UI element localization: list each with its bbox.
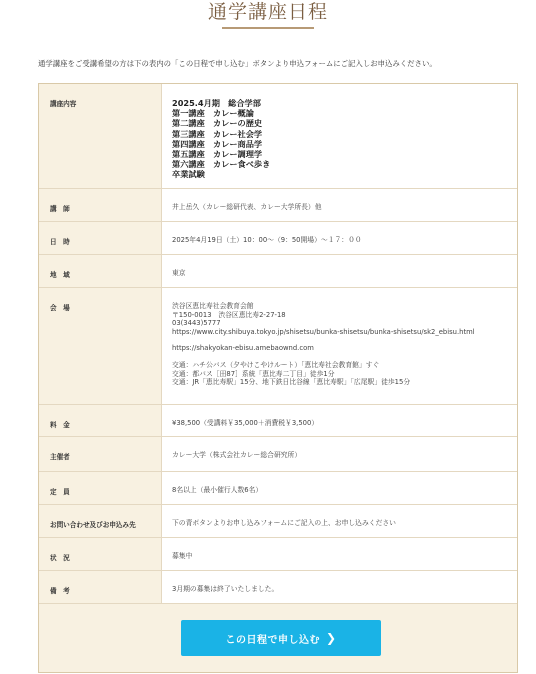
venue-phone: 03(3443)5777 xyxy=(172,319,221,328)
region-value: 東京 xyxy=(172,269,186,277)
row-label-lecturer: 講 師 xyxy=(39,189,162,221)
course-line: 第一講座 カレー概論 xyxy=(172,108,254,119)
table-row-course xyxy=(39,84,517,189)
fee-value: ¥38,500（受講料￥35,000＋消費税￥3,500） xyxy=(172,419,319,427)
venue-url-link[interactable]: https://shakyokan-ebisu.amebaownd.com xyxy=(172,344,314,353)
course-line: 第四講座 カレー商品学 xyxy=(172,138,263,149)
table-row-venue xyxy=(39,288,517,405)
row-label-organizer: 主催者 xyxy=(39,437,162,471)
table-row-lecturer xyxy=(39,189,517,222)
inquiry-value: 下の青ボタンよりお申し込みフォームにご記入の上、お申し込みください xyxy=(172,519,396,527)
venue-name: 渋谷区恵比寿社会教育会館 xyxy=(172,302,254,310)
datetime-value: 2025年4月19日（土）10：00～（9：50開場）～１７：００ xyxy=(172,236,362,244)
row-label-course: 講座内容 xyxy=(39,84,162,188)
page-title: 通学講座日程 xyxy=(207,1,328,23)
row-label-region: 地 域 xyxy=(39,255,162,287)
spacer xyxy=(172,353,517,361)
course-line: 卒業試験 xyxy=(172,169,205,180)
row-label-status: 状 況 xyxy=(39,538,162,570)
title-underline xyxy=(222,27,314,29)
table-row-notes xyxy=(39,571,517,604)
course-list xyxy=(162,84,517,188)
venue-details xyxy=(162,288,517,404)
table-row-region xyxy=(39,255,517,288)
table-row-fee xyxy=(39,405,517,437)
apply-button-label: この日程で申し込む xyxy=(225,634,320,646)
table-row-capacity xyxy=(39,472,517,505)
row-label-datetime: 日 時 xyxy=(39,222,162,254)
venue-address: 〒150-0013 渋谷区恵比寿2-27-18 xyxy=(172,310,286,319)
row-label-venue: 会 場 xyxy=(39,288,162,404)
apply-button[interactable] xyxy=(181,620,381,656)
table-row-datetime xyxy=(39,222,517,255)
course-line: 第五講座 カレー調理学 xyxy=(172,149,263,160)
course-line: 第二講座 カレーの歴史 xyxy=(172,118,263,129)
lecturer-value: 井上岳久（カレー総研代表、カレー大学所長）他 xyxy=(172,203,322,211)
row-label-capacity: 定 員 xyxy=(39,472,162,504)
course-line: 第三講座 カレー社会学 xyxy=(172,128,263,139)
schedule-table xyxy=(38,83,518,673)
venue-access: 交通：ハチ公バス（夕やけこやけルート）「恵比寿社会教育館」すぐ xyxy=(172,360,380,369)
spacer xyxy=(172,336,517,344)
status-value: 募集中 xyxy=(172,552,193,560)
organizer-value: カレー大学（株式会社カレー総合研究所） xyxy=(172,451,302,459)
course-line: 第六講座 カレー食べ歩き xyxy=(172,159,271,170)
intro-text: 通学講座をご受講希望の方は下の表内の「この日程で申し込む」ボタンより申込フォームにご記入しお申込みください。 xyxy=(38,59,437,68)
table-row-organizer xyxy=(39,437,517,472)
table-row-status xyxy=(39,538,517,571)
venue-access: 交通：都バス［田87］系統「恵比寿二丁目」徒歩1分 xyxy=(172,369,335,378)
notes-value: 3月期の募集は終了いたしました。 xyxy=(172,585,279,593)
row-label-notes: 備 考 xyxy=(39,571,162,603)
venue-url-link[interactable]: https://www.city.shibuya.tokyo.jp/shisetsu/bunka-shisetsu/bunka-shisetsu/sk2_ebisu.html xyxy=(172,327,475,336)
table-row-inquiry xyxy=(39,505,517,538)
chevron-right-icon: ❯ xyxy=(325,631,337,645)
course-line: 2025.4月期 総合学部 xyxy=(172,98,261,108)
venue-access: 交通：JR「恵比寿駅」15分、地下鉄日比谷線「恵比寿駅」「広尾駅」徒歩15分 xyxy=(172,378,411,387)
capacity-value: 8名以上（最小催行人数6名） xyxy=(172,486,263,494)
row-label-fee: 料 金 xyxy=(39,405,162,436)
row-label-inquiry: お問い合わせ及びお申込み先 xyxy=(39,505,162,537)
button-area xyxy=(39,604,517,672)
